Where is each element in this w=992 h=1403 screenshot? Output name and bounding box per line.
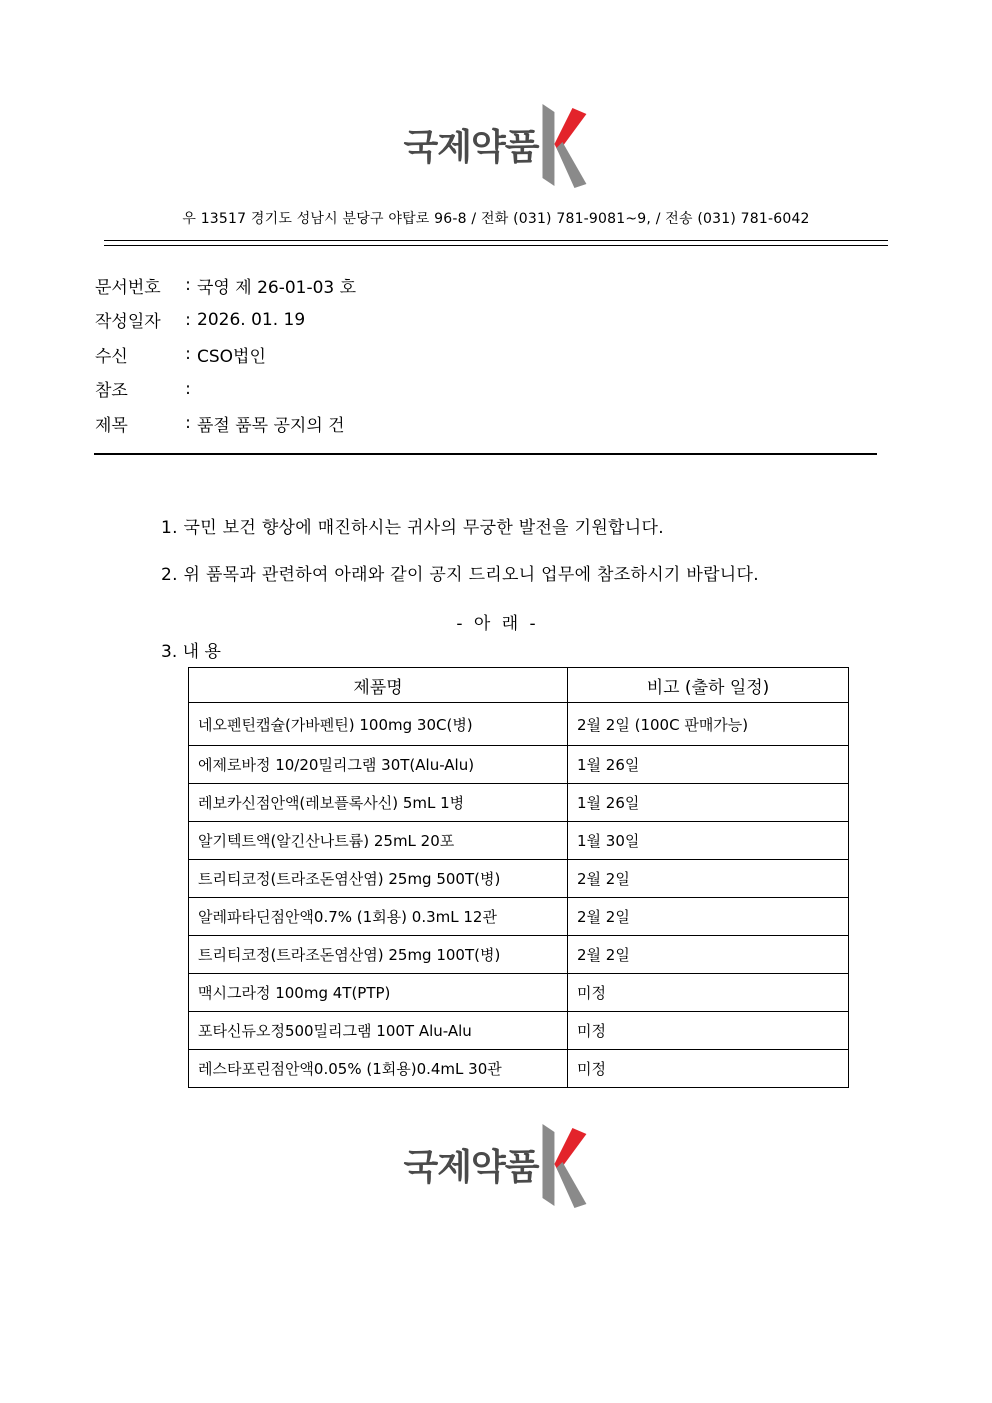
- header-remarks: 비고 (출하 일정): [568, 668, 849, 703]
- meta-label: 참조: [95, 381, 128, 402]
- cell-product: 알기텍트액(알긴산나트륨) 25mL 20포: [189, 822, 568, 860]
- cell-product: 포타신듀오정500밀리그램 100T Alu-Alu: [189, 1012, 568, 1050]
- cell-remark: 미정: [568, 1012, 849, 1050]
- meta-divider: [94, 453, 877, 455]
- center-note: - 아 래 -: [456, 614, 536, 634]
- table-row: [189, 1050, 849, 1088]
- table-row: [189, 822, 849, 860]
- meta-separator: :: [185, 378, 191, 399]
- table-row: [189, 1012, 849, 1050]
- cell-product: 트리티코정(트라조돈염산염) 25mg 500T(병): [189, 860, 568, 898]
- meta-separator: :: [185, 275, 191, 296]
- cell-remark: 2월 2일: [568, 936, 849, 974]
- meta-doc-number: [95, 268, 356, 303]
- cell-product: 레스타포린점안액0.05% (1회용)0.4mL 30관: [189, 1050, 568, 1088]
- table-header-row: [189, 668, 849, 703]
- paragraph-notice: 2. 위 품목과 관련하여 아래와 같이 공지 드리오니 업무에 참조하시기 바랍니다.: [161, 565, 759, 585]
- meta-reference: [95, 372, 356, 407]
- meta-label: 문서번호: [95, 277, 161, 298]
- table-row: [189, 974, 849, 1012]
- table-row: [189, 784, 849, 822]
- header-product-name: 제품명: [189, 668, 568, 703]
- table-row: [189, 898, 849, 936]
- meta-value: 국영 제 26-01-03 호: [197, 277, 357, 298]
- cell-product: 트리티코정(트라조돈염산염) 25mg 100T(병): [189, 936, 568, 974]
- cell-remark: 2월 2일: [568, 860, 849, 898]
- company-logo-footer: [403, 1124, 588, 1208]
- meta-label: 작성일자: [95, 312, 161, 333]
- cell-remark: 2월 2일 (100C 판매가능): [568, 703, 849, 746]
- k-mark-icon: [543, 104, 589, 188]
- meta-value: CSO법인: [197, 346, 266, 367]
- cell-remark: 1월 26일: [568, 746, 849, 784]
- cell-product: 레보카신점안액(레보플록사신) 5mL 1병: [189, 784, 568, 822]
- section-title: 3. 내 용: [161, 642, 221, 662]
- meta-value: 2026. 01. 19: [197, 309, 306, 330]
- meta-label: 수신: [95, 346, 128, 367]
- meta-separator: :: [185, 309, 191, 330]
- company-logo-text: 국제약품: [403, 1147, 539, 1188]
- company-logo-text: 국제약품: [403, 127, 539, 168]
- company-logo: [403, 104, 588, 188]
- document-meta: [95, 268, 356, 441]
- cell-remark: 미정: [568, 974, 849, 1012]
- meta-value: 품절 품목 공지의 건: [197, 415, 345, 436]
- product-table: [188, 667, 849, 1088]
- k-mark-icon: [543, 1124, 589, 1208]
- meta-separator: :: [185, 413, 191, 434]
- table-row: [189, 746, 849, 784]
- meta-date: [95, 303, 356, 338]
- cell-product: 알레파타딘점안액0.7% (1회용) 0.3mL 12관: [189, 898, 568, 936]
- table-row: [189, 703, 849, 746]
- header-double-rule: [104, 240, 888, 246]
- cell-product: 네오펜틴캡슐(가바펜틴) 100mg 30C(병): [189, 703, 568, 746]
- meta-separator: :: [185, 344, 191, 365]
- meta-recipient: [95, 337, 356, 372]
- cell-product: 에제로바정 10/20밀리그램 30T(Alu-Alu): [189, 746, 568, 784]
- table-row: [189, 936, 849, 974]
- cell-remark: 1월 30일: [568, 822, 849, 860]
- cell-remark: 2월 2일: [568, 898, 849, 936]
- meta-subject: [95, 406, 356, 441]
- paragraph-greeting: 1. 국민 보건 향상에 매진하시는 귀사의 무궁한 발전을 기원합니다.: [161, 518, 664, 538]
- cell-remark: 1월 26일: [568, 784, 849, 822]
- table-row: [189, 860, 849, 898]
- address-line: 우 13517 경기도 성남시 분당구 야탑로 96-8 / 전화 (031) 781-9081~9, / 전송 (031) 781-6042: [182, 211, 810, 227]
- cell-remark: 미정: [568, 1050, 849, 1088]
- cell-product: 맥시그라정 100mg 4T(PTP): [189, 974, 568, 1012]
- meta-label: 제목: [95, 415, 128, 436]
